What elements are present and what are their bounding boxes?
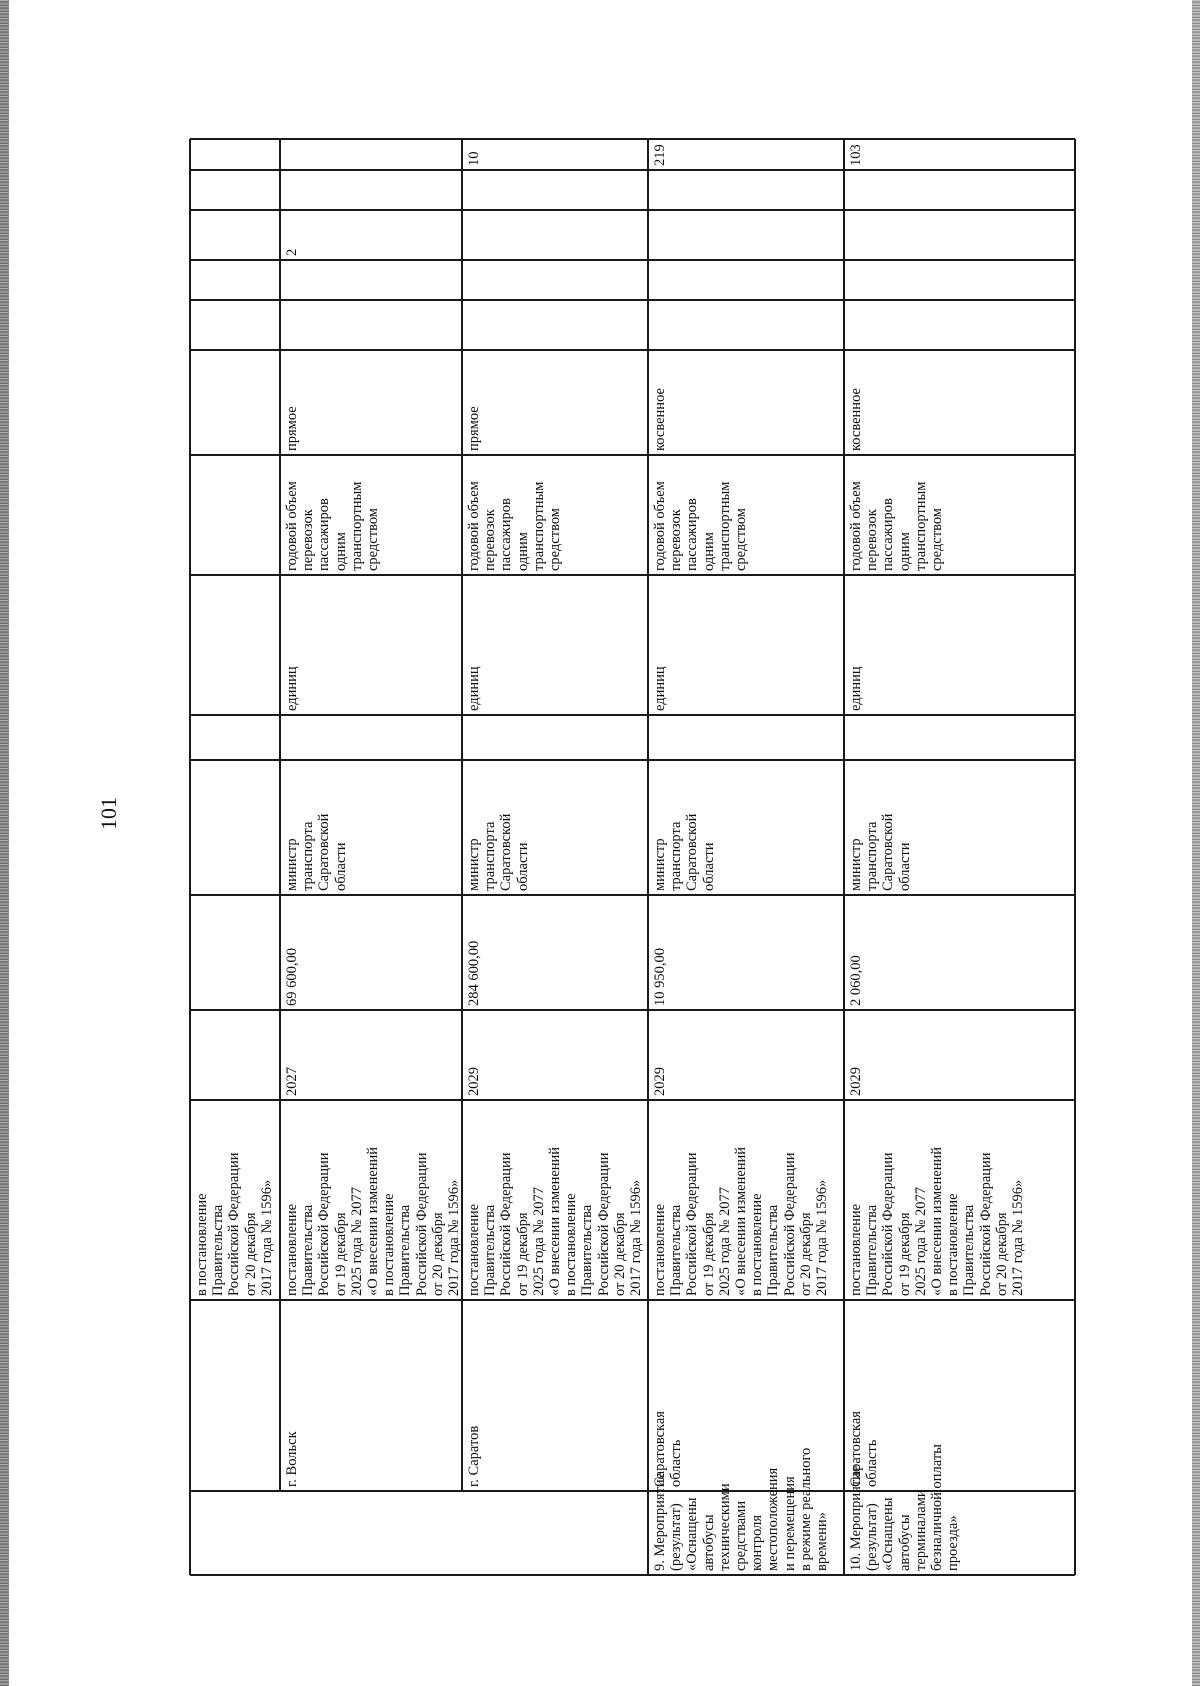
table-column-line	[190, 349, 1075, 351]
table-column-line	[190, 574, 1075, 576]
responsible-cell: министр транспорта Саратовской области	[848, 813, 913, 891]
scan-edge-left	[0, 0, 9, 1686]
amount-cell: 69 600,00	[284, 948, 300, 1006]
table-column-line	[190, 1299, 1075, 1301]
unit-cell: единиц	[466, 666, 482, 711]
continuation-document-cell: в постановление Правительства Российской Федерации от 20 декабря 2017 года № 1596»	[194, 1152, 275, 1296]
location-cell: г. Саратов	[466, 1425, 482, 1487]
responsible-cell: министр транспорта Саратовской области	[652, 813, 717, 891]
value-cell: 103	[848, 144, 864, 166]
table-column-line	[190, 1099, 1075, 1101]
indicator-cell: годовой объем перевозок пассажиров одним транспортным средством	[466, 481, 564, 571]
effect-cell: косвенное	[652, 388, 668, 451]
document-cell: постановление Правительства Российской Федерации от 19 декабря 2025 года № 2077 «О внесении изменений в постановление Правительства Российской Федерации от 20 декабря 2017 года № 1596»	[466, 1146, 645, 1296]
unit-cell: единиц	[652, 666, 668, 711]
table-border-side	[190, 1574, 1075, 1576]
table-column-line	[190, 454, 1075, 456]
responsible-cell: министр транспорта Саратовской области	[284, 813, 349, 891]
unit-cell: единиц	[848, 666, 864, 711]
scan-edge-right	[1192, 0, 1200, 1686]
year-cell: 2027	[284, 1067, 300, 1096]
table-column-line	[190, 759, 1075, 761]
table-column-line	[190, 299, 1075, 301]
amount-cell: 10 950,00	[652, 948, 668, 1006]
value-cell: 219	[652, 144, 668, 166]
unit-cell: единиц	[284, 666, 300, 711]
location-cell: Саратовская область	[652, 1411, 685, 1487]
year-cell: 2029	[466, 1067, 482, 1096]
table-column-line	[190, 894, 1075, 896]
year-cell: 2029	[848, 1067, 864, 1096]
table-border-side	[190, 138, 1075, 140]
effect-cell: прямое	[466, 406, 482, 451]
table-column-line	[190, 259, 1075, 261]
location-cell: Саратовская область	[848, 1411, 881, 1487]
events-table	[190, 139, 1075, 1575]
amount-cell: 284 600,00	[466, 940, 482, 1006]
event-cell: 9. Мероприятие (результат) «Оснащены автобусы техническими средствами контроля местоположения и перемещения в режиме реального времени»	[652, 1447, 831, 1571]
indicator-cell: годовой объем перевозок пассажиров одним транспортным средством	[652, 481, 750, 571]
effect-cell: косвенное	[848, 388, 864, 451]
year-cell: 2029	[652, 1067, 668, 1096]
table-column-line	[190, 169, 1075, 171]
table-column-line	[190, 1009, 1075, 1011]
table-column-line	[190, 209, 1075, 211]
indicator-cell: годовой объем перевозок пассажиров одним транспортным средством	[284, 481, 382, 571]
document-cell: постановление Правительства Российской Федерации от 19 декабря 2025 года № 2077 «О внесении изменений в постановление Правительства Российской Федерации от 20 декабря 2017 года № 1596»	[848, 1146, 1027, 1296]
value-cell: 2	[284, 248, 300, 256]
table-border-top	[189, 139, 191, 1575]
table-row-line	[647, 139, 649, 1575]
table-border-bottom	[1074, 139, 1076, 1575]
value-cell: 10	[466, 151, 482, 166]
effect-cell: прямое	[284, 406, 300, 451]
document-cell: постановление Правительства Российской Федерации от 19 декабря 2025 года № 2077 «О внесении изменений в постановление Правительства Российской Федерации от 20 декабря 2017 года № 1596»	[284, 1146, 463, 1296]
indicator-cell: годовой объем перевозок пассажиров одним транспортным средством	[848, 481, 946, 571]
table-column-line	[190, 714, 1075, 716]
page-number: 101	[96, 797, 121, 830]
event-cell: 10. Мероприятие (результат) «Оснащены автобусы терминалами безналичной оплаты проезда»	[848, 1444, 962, 1571]
document-cell: постановление Правительства Российской Федерации от 19 декабря 2025 года № 2077 «О внесении изменений в постановление Правительства Российской Федерации от 20 декабря 2017 года № 1596»	[652, 1146, 831, 1296]
responsible-cell: министр транспорта Саратовской области	[466, 813, 531, 891]
location-cell: г. Вольск	[284, 1431, 300, 1487]
table-row-line	[843, 139, 845, 1575]
table-row-line	[279, 139, 281, 1491]
amount-cell: 2 060,00	[848, 955, 864, 1006]
rotated-page-content	[190, 139, 1075, 1575]
